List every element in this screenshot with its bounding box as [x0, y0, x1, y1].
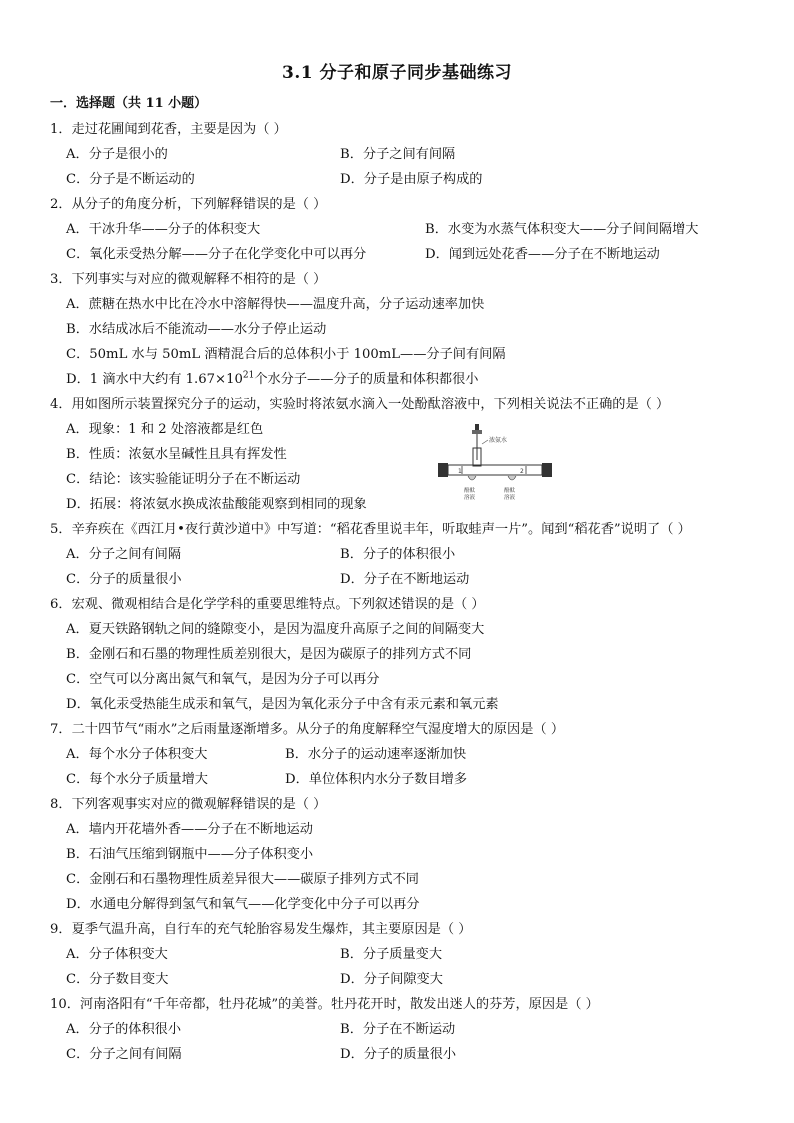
question-9-option-d: D．分子间隙变大	[340, 972, 443, 987]
question-7-option-d: D．单位体积内水分子数目增多	[285, 772, 468, 787]
right-stopper	[542, 463, 552, 477]
question-8-stem: 8．下列客观事实对应的微观解释错误的是（ ）	[50, 797, 327, 812]
question-8-option-b: B．石油气压缩到钢瓶中——分子体积变小	[66, 847, 314, 862]
question-4-option-b: B．性质：浓氨水呈碱性且具有挥发性	[66, 447, 287, 462]
question-9-option-a: A．分子体积变大	[66, 947, 168, 962]
question-10-option-d: D．分子的质量很小	[340, 1047, 457, 1062]
question-10-option-a: A．分子的体积很小	[66, 1022, 182, 1037]
question-5-option-d: D．分子在不断地运动	[340, 572, 470, 587]
question-3-option-b: B．水结成冰后不能流动——水分子停止运动	[66, 322, 327, 337]
question-5-stem: 5．辛弃疾在《西江月•夜行黄沙道中》中写道：“稻花香里说丰年，听取蛙声一片”。闻到“稻花香”说明了（ ）	[50, 522, 691, 537]
question-8-option-d: D．水通电分解得到氢气和氧气——化学变化中分子可以再分	[66, 897, 420, 912]
question-5-option-b: B．分子的体积很小	[340, 547, 456, 562]
dropper-bulb	[475, 424, 479, 430]
label-leader-ammonia	[482, 440, 488, 444]
question-3-option-d-part2: 个水分子——分子的质量和体积都很小	[254, 372, 479, 387]
section-heading: 一．选择题（共 11 小题）	[50, 96, 208, 111]
question-4-stem: 4．用如图所示装置探究分子的运动，实验时将浓氨水滴入一处酚酞溶液中，下列相关说法不正确的是（ ）	[50, 397, 670, 412]
question-2-stem: 2．从分子的角度分析，下列解释错误的是（ ）	[50, 197, 327, 212]
question-4-option-a: A．现象：1 和 2 处溶液都是红色	[66, 422, 264, 437]
question-8-option-c: C．金刚石和石墨物理性质差异很大——碳原子排列方式不同	[66, 872, 419, 887]
question-10-option-b: B．分子在不断运动	[340, 1022, 456, 1037]
label-left-line1: 酚酞	[464, 488, 476, 494]
question-3-option-a: A．蔗糖在热水中比在冷水中溶解得快——温度升高，分子运动速率加快	[66, 297, 485, 312]
ammonia-experiment-figure	[434, 420, 554, 508]
page-title: 3.1 分子和原子同步基础练习	[282, 63, 512, 83]
question-6-option-b: B．金刚石和石墨的物理性质差别很大，是因为碳原子的排列方式不同	[66, 647, 472, 662]
label-ammonia: 浓氨水	[489, 437, 508, 444]
label-phenolphthalein-right	[504, 486, 516, 501]
label-right-line2: 溶液	[504, 495, 516, 501]
question-2-option-d: D．闻到远处花香——分子在不断地运动	[425, 247, 660, 262]
label-right-line1: 酚酞	[504, 488, 516, 494]
question-3-option-d-part1: D．1 滴水中大约有 1.67×10	[66, 372, 243, 387]
question-8-option-a: A．墙内开花墙外香——分子在不断地运动	[66, 822, 313, 837]
question-9-stem: 9．夏季气温升高，自行车的充气轮胎容易发生爆炸，其主要原因是（ ）	[50, 922, 472, 937]
question-9-option-c: C．分子数目变大	[66, 972, 169, 987]
question-2-option-c: C．氧化汞受热分解——分子在化学变化中可以再分	[66, 247, 367, 262]
label-phenolphthalein-left	[464, 486, 476, 501]
question-1-option-a: A．分子是很小的	[66, 147, 168, 162]
question-10-option-c: C．分子之间有间隔	[66, 1047, 182, 1062]
question-3-option-c: C．50mL 水与 50mL 酒精混合后的总体积小于 100mL——分子间有间隔	[66, 347, 506, 362]
question-4-option-c: C．结论：该实验能证明分子在不断运动	[66, 472, 301, 487]
mark-2: 2	[520, 468, 524, 475]
question-6-stem: 6．宏观、微观相结合是化学学科的重要思维特点。下列叙述错误的是（ ）	[50, 597, 485, 612]
label-left-line2: 溶液	[464, 495, 476, 501]
dropper-cap	[472, 430, 482, 434]
question-1-option-b: B．分子之间有间隔	[340, 147, 456, 162]
question-3-option-d	[66, 368, 479, 387]
question-2-option-a: A．干冰升华——分子的体积变大	[66, 222, 261, 237]
question-6-option-a: A．夏天铁路钢轨之间的缝隙变小，是因为温度升高原子之间的间隔变大	[66, 622, 485, 637]
question-7-option-a: A．每个水分子体积变大	[66, 747, 208, 762]
question-1-stem: 1．走过花圃闻到花香，主要是因为（ ）	[50, 122, 287, 137]
question-7-option-c: C．每个水分子质量增大	[66, 772, 208, 787]
question-7-stem: 7．二十四节气“雨水”之后雨量逐渐增多。从分子的角度解释空气湿度增大的原因是（ ）	[50, 722, 564, 737]
question-3-option-d-exponent: 21	[242, 370, 255, 381]
question-1-option-d: D．分子是由原子构成的	[340, 172, 483, 187]
left-stopper	[438, 463, 448, 477]
question-1-option-c: C．分子是不断运动的	[66, 172, 195, 187]
question-3-stem: 3．下列事实与对应的微观解释不相符的是（ ）	[50, 272, 327, 287]
question-6-option-d: D．氧化汞受热能生成汞和氧气，是因为氧化汞分子中含有汞元素和氧元素	[66, 697, 499, 712]
question-6-option-c: C．空气可以分离出氮气和氧气，是因为分子可以再分	[66, 672, 380, 687]
question-5-option-c: C．分子的质量很小	[66, 572, 182, 587]
question-9-option-b: B．分子质量变大	[340, 947, 443, 962]
question-2-option-b: B．水变为水蒸气体积变大——分子间间隔增大	[425, 222, 699, 237]
right-cotton	[508, 476, 516, 480]
question-5-option-a: A．分子之间有间隔	[66, 547, 182, 562]
question-4-option-d: D．拓展：将浓氨水换成浓盐酸能观察到相同的现象	[66, 497, 367, 512]
left-cotton	[468, 476, 476, 480]
question-10-stem: 10．河南洛阳有“千年帝都，牡丹花城”的美誉。牡丹花开时，散发出迷人的芬芳，原因是（ ）	[50, 997, 599, 1012]
mark-1: 1	[458, 468, 462, 475]
question-7-option-b: B．水分子的运动速率逐渐加快	[285, 747, 467, 762]
